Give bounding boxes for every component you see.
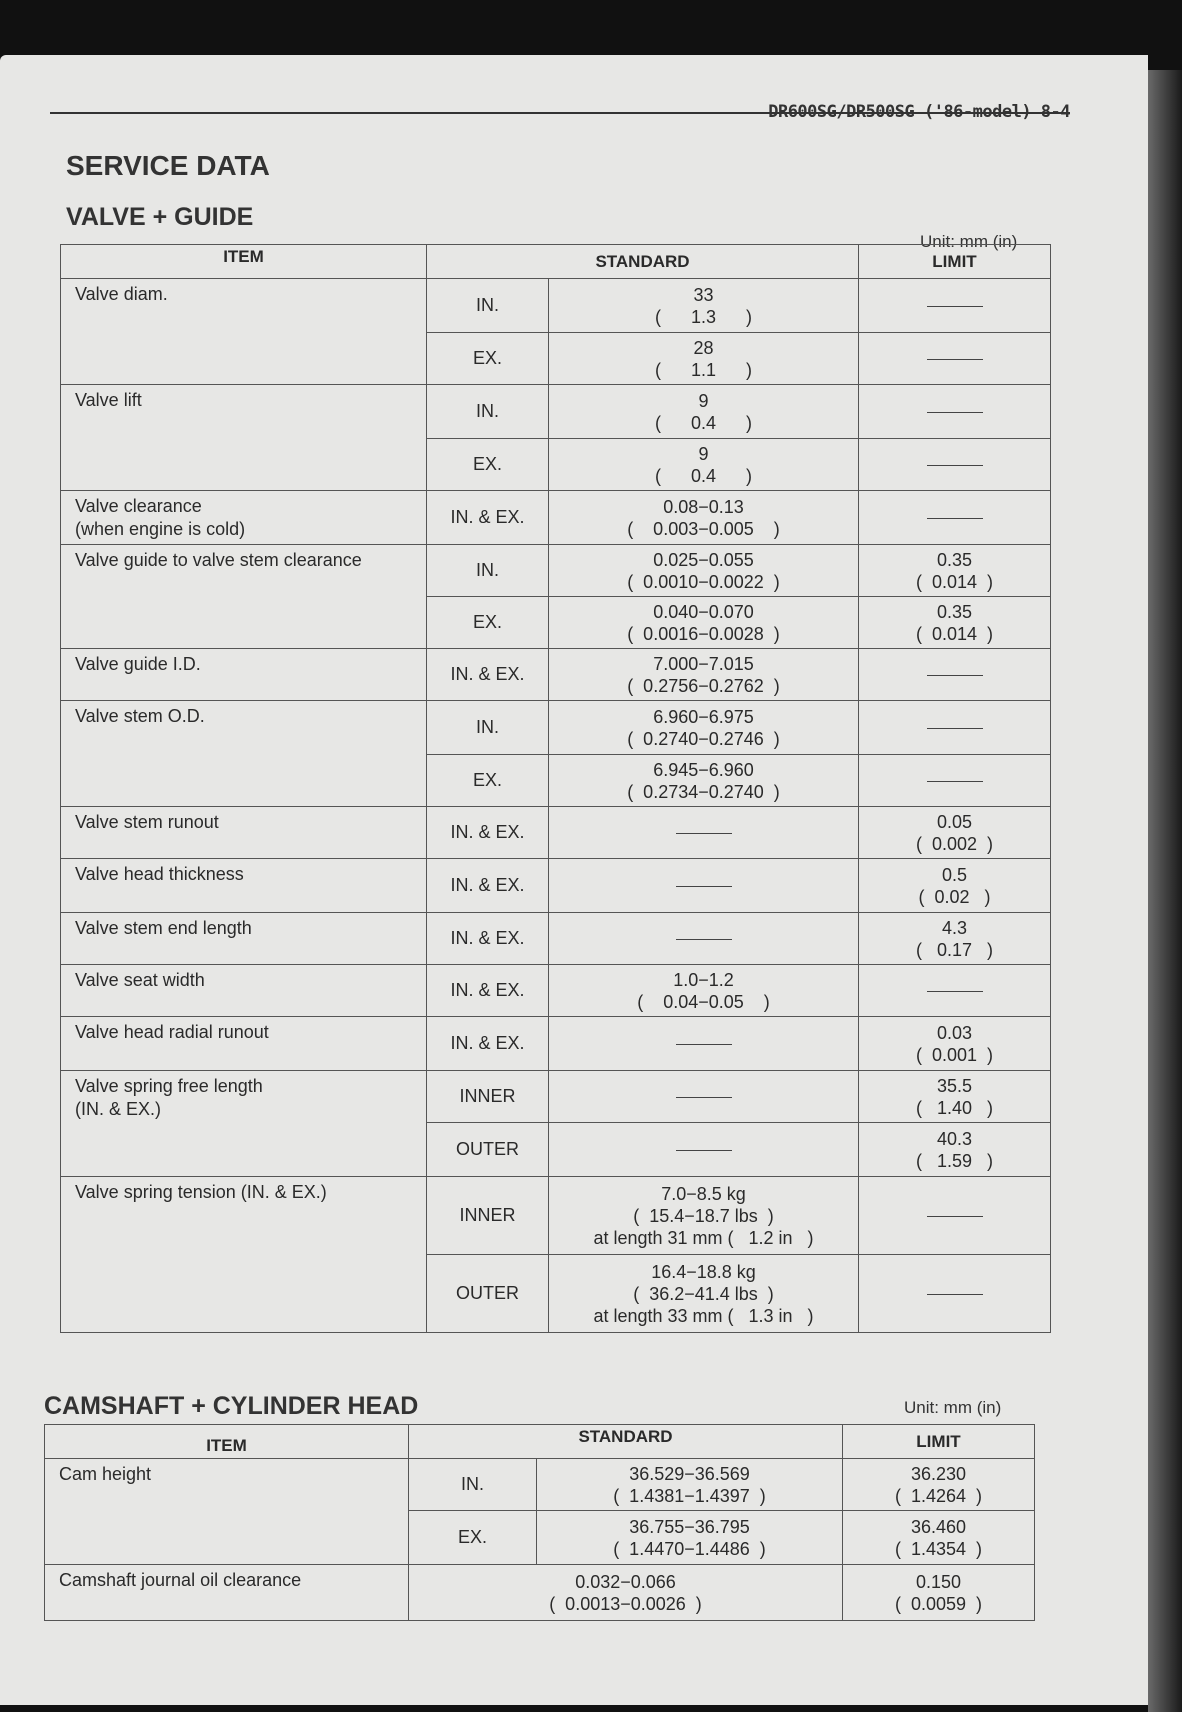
col-header-item: ITEM [61, 245, 427, 279]
limit-cell [859, 1123, 1051, 1177]
sub-cell: OUTER [427, 1123, 549, 1177]
item-cell [61, 1017, 427, 1071]
sub-cell: IN. & EX. [427, 807, 549, 859]
limit-cell [859, 755, 1051, 807]
item-label: Valve seat width [75, 970, 205, 990]
item-cell [61, 807, 427, 859]
value-line: 40.3 [936, 1128, 973, 1149]
item-cell [61, 965, 427, 1017]
valve-unit-label: Unit: mm (in) [920, 232, 1018, 251]
dash-mark [927, 728, 983, 729]
sub-cell: INNER [427, 1071, 549, 1123]
limit-cell [859, 439, 1051, 491]
item-cell [61, 491, 427, 545]
standard-cell [537, 1459, 843, 1511]
sub-cell: IN. [427, 279, 549, 333]
value-line: 16.4−18.8 kg [651, 1261, 756, 1282]
limit-cell [859, 545, 1051, 597]
standard-cell [549, 1123, 859, 1177]
value-line: 36.529−36.569 [629, 1463, 750, 1484]
camshaft-heading: CAMSHAFT + CYLINDER HEAD [44, 1392, 419, 1420]
value-line: ( 1.59 ) [915, 1150, 994, 1171]
sub-cell: EX. [427, 333, 549, 385]
col-header-standard: STANDARD [427, 245, 859, 279]
table-row [61, 491, 1051, 545]
value-line: ( 0.002 ) [915, 833, 994, 854]
limit-cell [859, 597, 1051, 649]
standard-cell [537, 1511, 843, 1565]
value-line: 1.0−1.2 [673, 969, 734, 990]
page-title: SERVICE DATA [66, 150, 270, 181]
item-cell [61, 1177, 427, 1333]
limit-cell [859, 701, 1051, 755]
col-header-standard: STANDARD [409, 1425, 843, 1459]
value-line: ( 1.4354 ) [894, 1538, 983, 1559]
dash-mark [927, 675, 983, 676]
standard-cell [549, 1071, 859, 1123]
standard-cell [549, 333, 859, 385]
item-label: Valve stem end length [75, 918, 252, 938]
value-line: 0.03 [936, 1022, 973, 1043]
standard-cell [549, 439, 859, 491]
limit-cell [843, 1511, 1035, 1565]
value-line: 0.35 [936, 549, 973, 570]
dash-mark [927, 1216, 983, 1217]
standard-cell [549, 807, 859, 859]
limit-cell [843, 1459, 1035, 1511]
dash-mark [927, 412, 983, 413]
value-line: ( 1.3 ) [654, 306, 753, 327]
sub-cell: IN. & EX. [427, 649, 549, 701]
limit-cell [859, 491, 1051, 545]
sub-cell: IN. & EX. [427, 859, 549, 913]
sub-cell: IN. [427, 701, 549, 755]
value-line: ( 0.0059 ) [894, 1593, 983, 1614]
value-line: ( 0.04−0.05 ) [637, 991, 770, 1012]
running-head: DR600SG/DR500SG ('86-model) 8-4 [768, 102, 1070, 122]
col-header-item: ITEM [45, 1425, 409, 1459]
limit-cell [859, 333, 1051, 385]
item-cell [61, 545, 427, 649]
table-row [45, 1459, 1035, 1511]
value-line: 28 [693, 337, 714, 358]
value-line: at length 31 mm ( 1.2 in ) [593, 1227, 814, 1248]
sub-cell: IN. [427, 545, 549, 597]
sub-cell: IN. & EX. [427, 913, 549, 965]
value-line: 0.150 [915, 1571, 962, 1592]
standard-cell [549, 597, 859, 649]
item-label: Camshaft journal oil clearance [59, 1570, 302, 1590]
dash-mark [676, 886, 732, 887]
value-line: ( 0.014 ) [915, 571, 994, 592]
table-row [61, 279, 1051, 333]
limit-cell [843, 1565, 1035, 1621]
limit-cell [859, 1177, 1051, 1255]
value-line: 36.755−36.795 [629, 1516, 750, 1537]
value-line: 0.040−0.070 [653, 601, 754, 622]
book-spine-shadow [1148, 70, 1182, 1712]
value-line: 9 [698, 443, 709, 464]
standard-cell [549, 913, 859, 965]
sub-cell: EX. [427, 439, 549, 491]
item-label: Valve guide I.D. [75, 654, 201, 674]
limit-cell [859, 965, 1051, 1017]
value-line: at length 33 mm ( 1.3 in ) [593, 1305, 814, 1326]
sub-cell: IN. [409, 1459, 537, 1511]
sub-cell: INNER [427, 1177, 549, 1255]
standard-cell [549, 755, 859, 807]
dash-mark [676, 833, 732, 834]
camshaft-table [44, 1424, 1035, 1621]
item-cell [45, 1565, 409, 1621]
standard-cell [549, 1017, 859, 1071]
item-label: Valve head thickness [75, 864, 244, 884]
value-line: 35.5 [936, 1075, 973, 1096]
value-line: ( 1.4381−1.4397 ) [613, 1485, 766, 1506]
standard-cell [549, 701, 859, 755]
sub-cell: IN. [427, 385, 549, 439]
limit-cell [859, 1017, 1051, 1071]
item-label: Valve stem runout [75, 812, 219, 832]
dash-mark [927, 359, 983, 360]
value-line: 33 [693, 284, 714, 305]
item-cell [61, 649, 427, 701]
item-label: Valve head radial runout [75, 1022, 269, 1042]
value-line: ( 0.0013−0.0026 ) [549, 1593, 702, 1614]
limit-cell [859, 385, 1051, 439]
table-row [61, 545, 1051, 597]
value-line: ( 0.003−0.005 ) [627, 518, 780, 539]
standard-cell [549, 1177, 859, 1255]
limit-cell [859, 1071, 1051, 1123]
value-line: 0.032−0.066 [575, 1571, 676, 1592]
limit-cell [859, 807, 1051, 859]
value-line: ( 0.2734−0.2740 ) [627, 781, 780, 802]
standard-cell [549, 279, 859, 333]
dash-mark [927, 465, 983, 466]
value-line: ( 1.1 ) [654, 359, 753, 380]
dash-mark [676, 1097, 732, 1098]
value-line: ( 36.2−41.4 lbs ) [633, 1283, 774, 1304]
item-label: Valve clearance (when engine is cold) [75, 496, 246, 539]
value-line: 36.230 [910, 1463, 967, 1484]
dash-mark [927, 991, 983, 992]
standard-cell [549, 859, 859, 913]
value-line: ( 1.40 ) [915, 1097, 994, 1118]
value-line: ( 0.02 ) [918, 886, 991, 907]
item-cell [61, 701, 427, 807]
item-cell [61, 859, 427, 913]
col-header-limit: LIMIT [859, 245, 1051, 279]
value-line: ( 0.014 ) [915, 623, 994, 644]
dash-mark [676, 939, 732, 940]
value-line: 0.08−0.13 [663, 496, 744, 517]
value-line: ( 15.4−18.7 lbs ) [633, 1205, 774, 1226]
camshaft-unit-label: Unit: mm (in) [904, 1398, 1002, 1417]
item-label: Valve diam. [75, 284, 168, 304]
value-line: ( 0.2756−0.2762 ) [627, 675, 780, 696]
standard-cell [549, 491, 859, 545]
value-line: 4.3 [941, 917, 968, 938]
value-line: 0.5 [941, 864, 968, 885]
standard-cell [549, 545, 859, 597]
value-line: ( 0.0016−0.0028 ) [627, 623, 780, 644]
standard-cell [549, 965, 859, 1017]
limit-cell [859, 1255, 1051, 1333]
item-label: Valve spring tension (IN. & EX.) [75, 1182, 327, 1202]
item-label: Valve stem O.D. [75, 706, 205, 726]
value-line: ( 1.4264 ) [894, 1485, 983, 1506]
table-row [61, 859, 1051, 913]
limit-cell [859, 859, 1051, 913]
value-line: 6.945−6.960 [653, 759, 754, 780]
value-line: ( 0.4 ) [654, 465, 753, 486]
sub-cell: EX. [409, 1511, 537, 1565]
item-cell [61, 279, 427, 385]
dash-mark [927, 1294, 983, 1295]
dash-mark [676, 1044, 732, 1045]
value-line: 36.460 [910, 1516, 967, 1537]
valve-guide-table [60, 244, 1051, 1333]
item-cell [61, 385, 427, 491]
sub-cell: OUTER [427, 1255, 549, 1333]
dash-mark [927, 781, 983, 782]
value-line: 6.960−6.975 [653, 706, 754, 727]
table-row [45, 1565, 1035, 1621]
valve-guide-heading: VALVE + GUIDE [66, 203, 254, 231]
value-line: ( 0.17 ) [915, 939, 994, 960]
value-line: ( 0.4 ) [654, 412, 753, 433]
standard-cell [549, 649, 859, 701]
value-line: 0.05 [936, 811, 973, 832]
dash-mark [676, 1150, 732, 1151]
item-cell [61, 1071, 427, 1177]
item-label: Valve spring free length (IN. & EX.) [75, 1076, 263, 1119]
col-header-limit: LIMIT [843, 1425, 1035, 1459]
table-row [61, 1017, 1051, 1071]
table-row [61, 1177, 1051, 1255]
standard-cell [409, 1565, 843, 1621]
item-label: Valve lift [75, 390, 142, 410]
table-row [61, 1071, 1051, 1123]
item-cell [61, 913, 427, 965]
item-cell [45, 1459, 409, 1565]
dash-mark [927, 306, 983, 307]
value-line: ( 0.2740−0.2746 ) [627, 728, 780, 749]
table-row [61, 701, 1051, 755]
dash-mark [927, 518, 983, 519]
limit-cell [859, 279, 1051, 333]
item-label: Cam height [59, 1464, 152, 1484]
sub-cell: IN. & EX. [427, 1017, 549, 1071]
sub-cell: IN. & EX. [427, 491, 549, 545]
value-line: 7.000−7.015 [653, 653, 754, 674]
standard-cell [549, 385, 859, 439]
limit-cell [859, 649, 1051, 701]
table-row [61, 913, 1051, 965]
table-row [61, 649, 1051, 701]
sub-cell: EX. [427, 755, 549, 807]
value-line: 7.0−8.5 kg [661, 1183, 746, 1204]
standard-cell [549, 1255, 859, 1333]
value-line: 0.35 [936, 601, 973, 622]
table-row [61, 965, 1051, 1017]
value-line: 0.025−0.055 [653, 549, 754, 570]
table-row [61, 807, 1051, 859]
table-row [61, 385, 1051, 439]
item-label: Valve guide to valve stem clearance [75, 550, 362, 570]
sub-cell: EX. [427, 597, 549, 649]
value-line: ( 1.4470−1.4486 ) [613, 1538, 766, 1559]
limit-cell [859, 913, 1051, 965]
value-line: ( 0.001 ) [915, 1044, 994, 1065]
value-line: 9 [698, 390, 709, 411]
sub-cell: IN. & EX. [427, 965, 549, 1017]
value-line: ( 0.0010−0.0022 ) [627, 571, 780, 592]
